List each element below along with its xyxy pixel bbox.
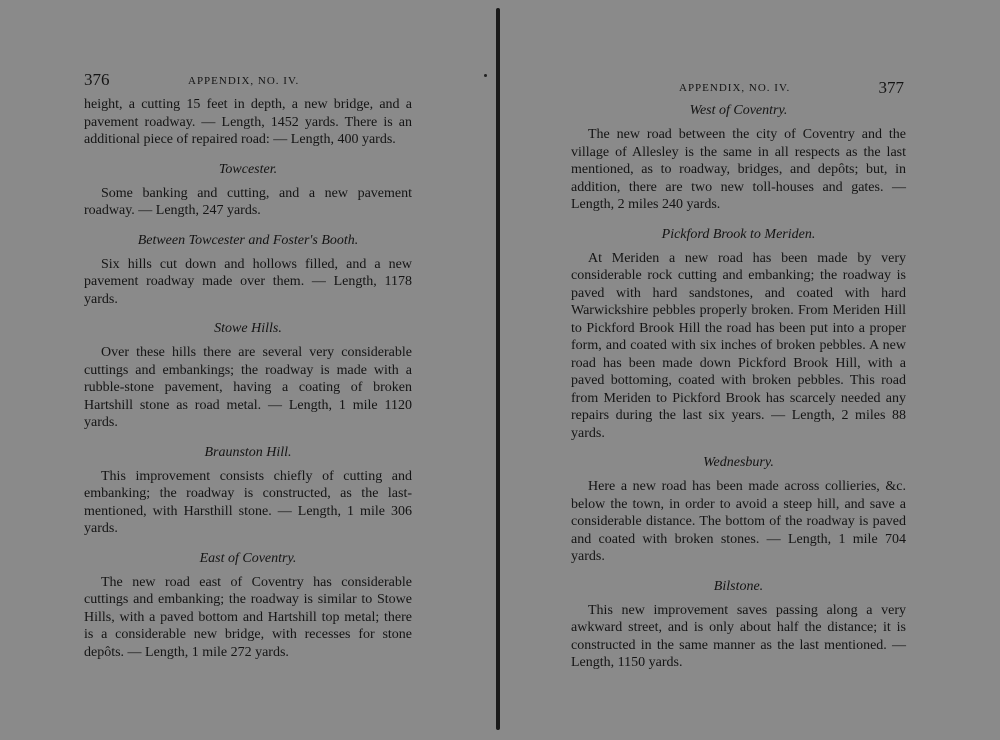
- section-heading: West of Coventry.: [689, 103, 788, 118]
- section-text: At Meriden a new road has been made by very considerable rock cutting and embanking; the roadway is paved with hard sandstones, and coated with hard Warwickshire pebbles properly broken. From Meriden Hill to Pickford Brook Hill the road has been put into a proper form, and coated with six inches of broken pebbles. A new road has been made down Pickford Brook Hill, with a paved bottoming, coated with broken pebbles. This road from Meriden to Pickford Brook has scarcely needed any repairs during the last six years. — Length, 2 miles 88 yards.: [571, 250, 906, 441]
- section-text: Here a new road has been made across collieries, &c. below the town, in order to avoid a steep hill, and save a considerable distance. The bottom of the roadway is paved and coated with broken stones. — Length, 1 mile 704 yards.: [571, 479, 906, 564]
- right-page-number: 377: [878, 78, 904, 97]
- ink-speck: [484, 74, 487, 77]
- section-heading: East of Coventry.: [199, 550, 297, 566]
- section-heading: Between Towcester and Foster's Booth.: [137, 232, 359, 248]
- right-running-title: APPENDIX, NO. IV.: [679, 82, 791, 94]
- section-text: The new road between the city of Coventry and the village of Allesley is the same in all respects as the last mentioned, as to roadway, bridges, and depôts; but, in addition, there are two new toll-houses and gates. — Length, 2 miles 240 yards.: [571, 127, 906, 212]
- section-heading: Braunston Hill.: [204, 444, 292, 460]
- section-text: Some banking and cutting, and a new pavement roadway. — Length, 247 yards.: [84, 185, 412, 218]
- section-text: This improvement consists chiefly of cutting and embanking; the roadway is constructed, as the last-mentioned, with Harsthill stone. — Length, 1 mile 306 yards.: [84, 468, 412, 536]
- section-heading: Bilstone.: [713, 578, 764, 594]
- section-text: Over these hills there are several very considerable cuttings and embankings; the roadway is made with a rubble-stone pavement, having a coating of broken Hartshill stone as road metal. — Length, 1 mile 1120 yards.: [84, 345, 412, 430]
- section-text: The new road east of Coventry has considerable cuttings and embanking; the roadway is similar to Stowe Hills, with a paved bottom and Hartshill top metal; there is a considerable new bridge, with recesses for stone depôts. — Length, 1 mile 272 yards.: [84, 574, 412, 660]
- section-text: Six hills cut down and hollows filled, and a new pavement roadway made over them. — Length, 1178 yards.: [84, 256, 412, 307]
- right-running-head: [571, 70, 906, 96]
- section-heading: Pickford Brook to Meriden.: [661, 226, 816, 242]
- right-page: [571, 70, 906, 672]
- left-page: [84, 70, 412, 661]
- left-running-head: [84, 70, 412, 96]
- book-spine: [496, 8, 500, 730]
- section-text: This new improvement saves passing along a very awkward street, and is only about half the distance; it is constructed in the same manner as the last mentioned. — Length, 1150 yards.: [571, 602, 906, 670]
- section-heading: Stowe Hills.: [214, 321, 282, 336]
- left-intro-paragraph: height, a cutting 15 feet in depth, a new bridge, and a pavement roadway. — Length, 1452 yards. There is an additional piece of repaired road: — Length, 400 yards.: [84, 97, 412, 147]
- section-heading: Wednesbury.: [703, 455, 774, 470]
- left-page-number: 376: [84, 70, 110, 89]
- section-heading: Towcester.: [218, 161, 278, 177]
- left-running-title: APPENDIX, NO. IV.: [188, 75, 300, 87]
